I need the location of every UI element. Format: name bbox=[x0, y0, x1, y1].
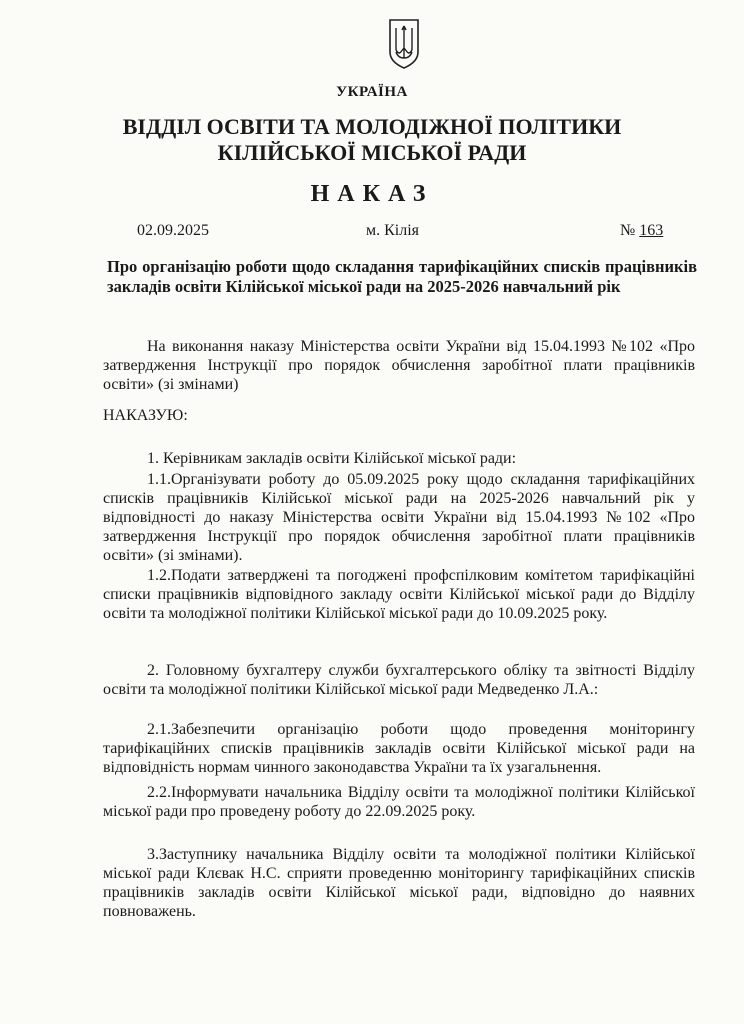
item-2-2: 2.2.Інформувати начальника Відділу освіти та молодіжної політики Кілійської міської ради про проведену роботу до 22.09.2025 року. bbox=[103, 784, 695, 820]
trident-coat-of-arms-icon bbox=[387, 18, 421, 70]
item-2-1: 2.1.Забезпечити організацію роботи щодо проведення моніторингу тарифікаційних списків працівників закладів освіти Кілійської міської ради на відповідність нормам чинного законодавства України та їх узагальнення. bbox=[103, 721, 695, 776]
department-title bbox=[0, 114, 744, 166]
department-line-1: ВІДДІЛ ОСВІТИ ТА МОЛОДІЖНОЇ ПОЛІТИКИ bbox=[122, 114, 622, 139]
item-2: 2. Головному бухгалтеру служби бухгалтерського обліку та звітності Відділу освіти та молодіжної політики Кілійської міської ради Медведенко Л.А.: bbox=[103, 662, 695, 698]
country-title: УКРАЇНА bbox=[336, 84, 408, 100]
department-line-2: КІЛІЙСЬКОЇ МІСЬКОЇ РАДИ bbox=[217, 140, 527, 165]
item-1-1: 1.1.Організувати роботу до 05.09.2025 року щодо складання тарифікаційних списків працівників Кілійської міської ради на 2025-2026 навчальний рік у відповідності до наказу Міністерства освіти України від 15.04.1993 №102 «Про затвердження Інструкції про порядок обчислення заробітної плати працівників освіти» (зі змінами). bbox=[103, 471, 695, 564]
preamble: На виконання наказу Міністерства освіти України від 15.04.1993 №102 «Про затвердження Інструкції про порядок обчислення заробітної плати працівників освіти» (зі змінами) bbox=[103, 338, 695, 393]
order-date: 02.09.2025 bbox=[137, 222, 209, 239]
order-word: НАКАЗУЮ: bbox=[103, 407, 188, 424]
item-3: 3.Заступнику начальника Відділу освіти та молодіжної політики Кілійської міської ради Клєвак Н.С. сприяти проведенню моніторингу тарифікаційних списків працівників закладів освіти Кілійської міської ради, відповідно до наявних повноважень. bbox=[103, 846, 695, 920]
order-number-value: 163 bbox=[639, 222, 664, 239]
document-type: НАКАЗ bbox=[310, 181, 434, 207]
order-subject: Про організацію роботи щодо складання тарифікаційних списків працівників закладів освіти Кілійської міської ради на 2025-2026 навчальний рік bbox=[107, 257, 697, 296]
order-city: м. Кілія bbox=[366, 222, 420, 239]
item-1-2: 1.2.Подати затверджені та погоджені профспілковим комітетом тарифікаційні списки працівників відповідного закладу освіти Кілійської міської ради до Відділу освіти та молодіжної політики Кілійської міської ради до 10.09.2025 року. bbox=[103, 567, 695, 622]
item-1: 1. Керівникам закладів освіти Кілійської міської ради: bbox=[147, 450, 517, 467]
order-number-prefix: № bbox=[620, 222, 640, 239]
order-number bbox=[620, 222, 663, 240]
